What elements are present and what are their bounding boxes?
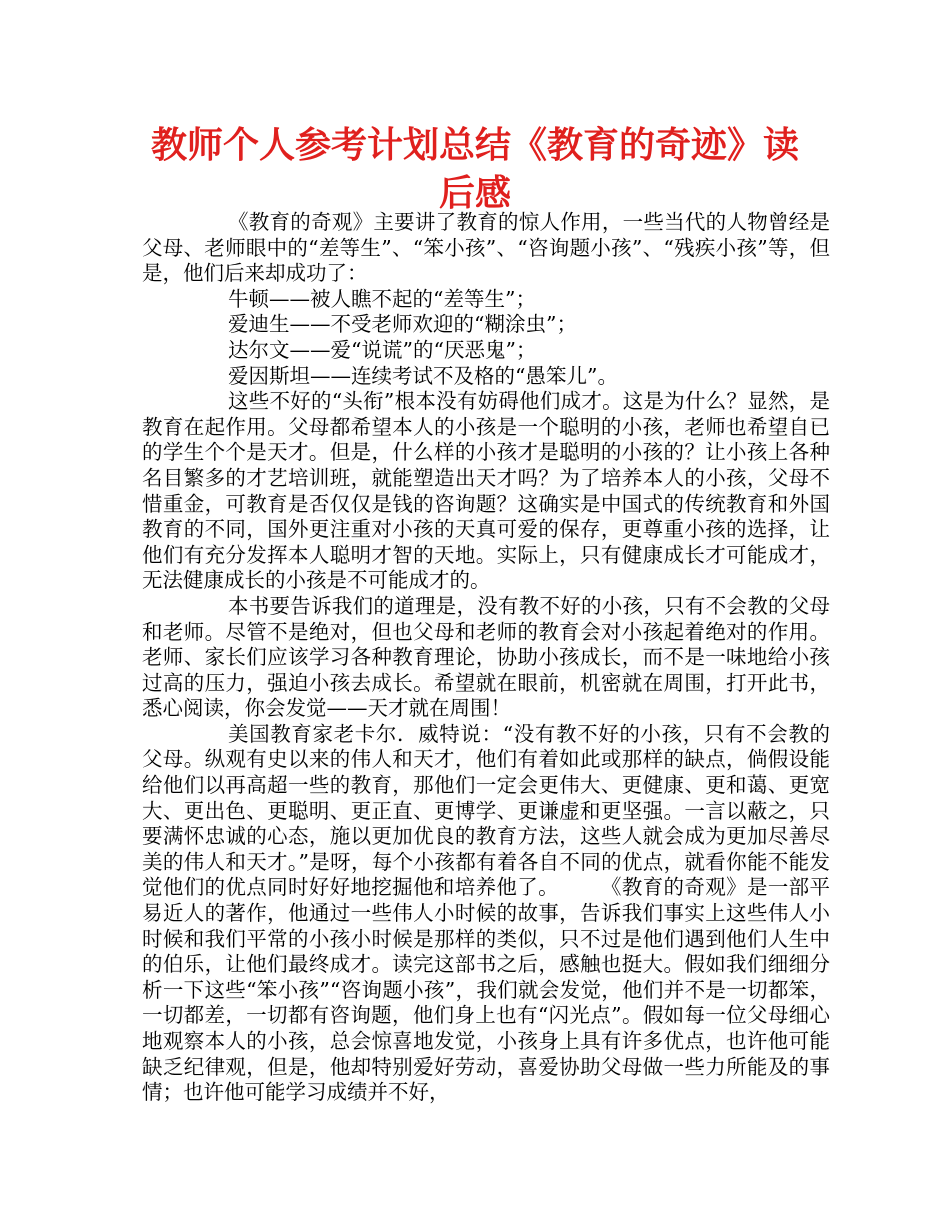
example-newton: 牛顿——被人瞧不起的“差等生”； bbox=[228, 286, 536, 311]
example-einstein: 爱因斯坦——连续考试不及格的“愚笨儿”。 bbox=[228, 363, 618, 388]
example-edison: 爱迪生——不受老师欢迎的“糊涂虫”； bbox=[228, 312, 577, 337]
intro-paragraph: 《教育的奇观》主要讲了教育的惊人作用，一些当代的人物曾经是父母、老师眼中的“差等生”、“笨小孩”、“咨询题小孩”、“残疾小孩”等，但是，他们后来却成功了： bbox=[142, 210, 830, 286]
document-body bbox=[142, 210, 830, 1106]
title-line-2: 后感 bbox=[438, 173, 511, 214]
title-line-1: 教师个人参考计划总结《教育的奇迹》读 bbox=[150, 125, 799, 166]
example-darwin: 达尔文——爱“说谎”的“厌恶鬼”； bbox=[228, 337, 537, 362]
paragraph-4: 美国教育家老卡尔．威特说：“没有教不好的小孩，只有不会教的父母。纵观有史以来的伟人和天才，他们有着如此或那样的缺点，倘假设能给他们以再高超一些的教育，那他们一定会更伟大、更健康、更和蔼、更宽大、更出色、更聪明、更正直、更博学、更谦虚和更坚强。一言以蔽之，只要满怀忠诚的心态，施以更加优良的教育方法，这些人就会成为更加尽善尽美的伟人和天才。”是呀，每个小孩都有着各自不同的优点，就看你能不能发觉他们的优点同时好好地挖掘他和培养他了。 《教育的奇观》是一部平易近人的著作，他通过一些伟人小时候的故事，告诉我们事实上这些伟人小时候和我们平常的小孩小时候是那样的类似，只不过是他们遇到他们人生中的伯乐，让他们最终成才。读完这部书之后，感触也挺大。假如我们细细分析一下这些“笨小孩”“咨询题小孩”，我们就会发觉，他们并不是一切都笨，一切都差，一切都有咨询题，他们身上也有“闪光点”。假如每一位父母细心地观察本人的小孩，总会惊喜地发觉，小孩身上具有许多优点，也许他可能缺乏纪律观，但是，他却特别爱好劳动，喜爱协助父母做一些力所能及的事情；也许他可能学习成绩并不好， bbox=[142, 721, 830, 1105]
document-title bbox=[100, 122, 850, 218]
paragraph-2: 这些不好的“头衔”根本没有妨碍他们成才。这是为什么？显然，是教育在起作用。父母都希望本人的小孩是一个聪明的小孩，老师也希望自已的学生个个是天才。但是，什么样的小孩才是聪明的小孩的？让小孩上各种名目繁多的才艺培训班，就能塑造出天才吗？为了培养本人的小孩，父母不惜重金，可教育是否仅仅是钱的咨询题？这确实是中国式的传统教育和外国教育的不同，国外更注重对小孩的天真可爱的保存，更尊重小孩的选择，让他们有充分发挥本人聪明才智的天地。实际上，只有健康成长才可能成才，无法健康成长的小孩是不可能成才的。 bbox=[142, 389, 830, 593]
paragraph-3: 本书要告诉我们的道理是，没有教不好的小孩，只有不会教的父母和老师。尽管不是绝对，但也父母和老师的教育会对小孩起着绝对的作用。老师、家长们应该学习各种教育理论，协助小孩成长，而不是一味地给小孩过高的压力，强迫小孩去成长。希望就在眼前，机密就在周围，打开此书，悉心阅读，你会发觉——天才就在周围！ bbox=[142, 593, 830, 721]
